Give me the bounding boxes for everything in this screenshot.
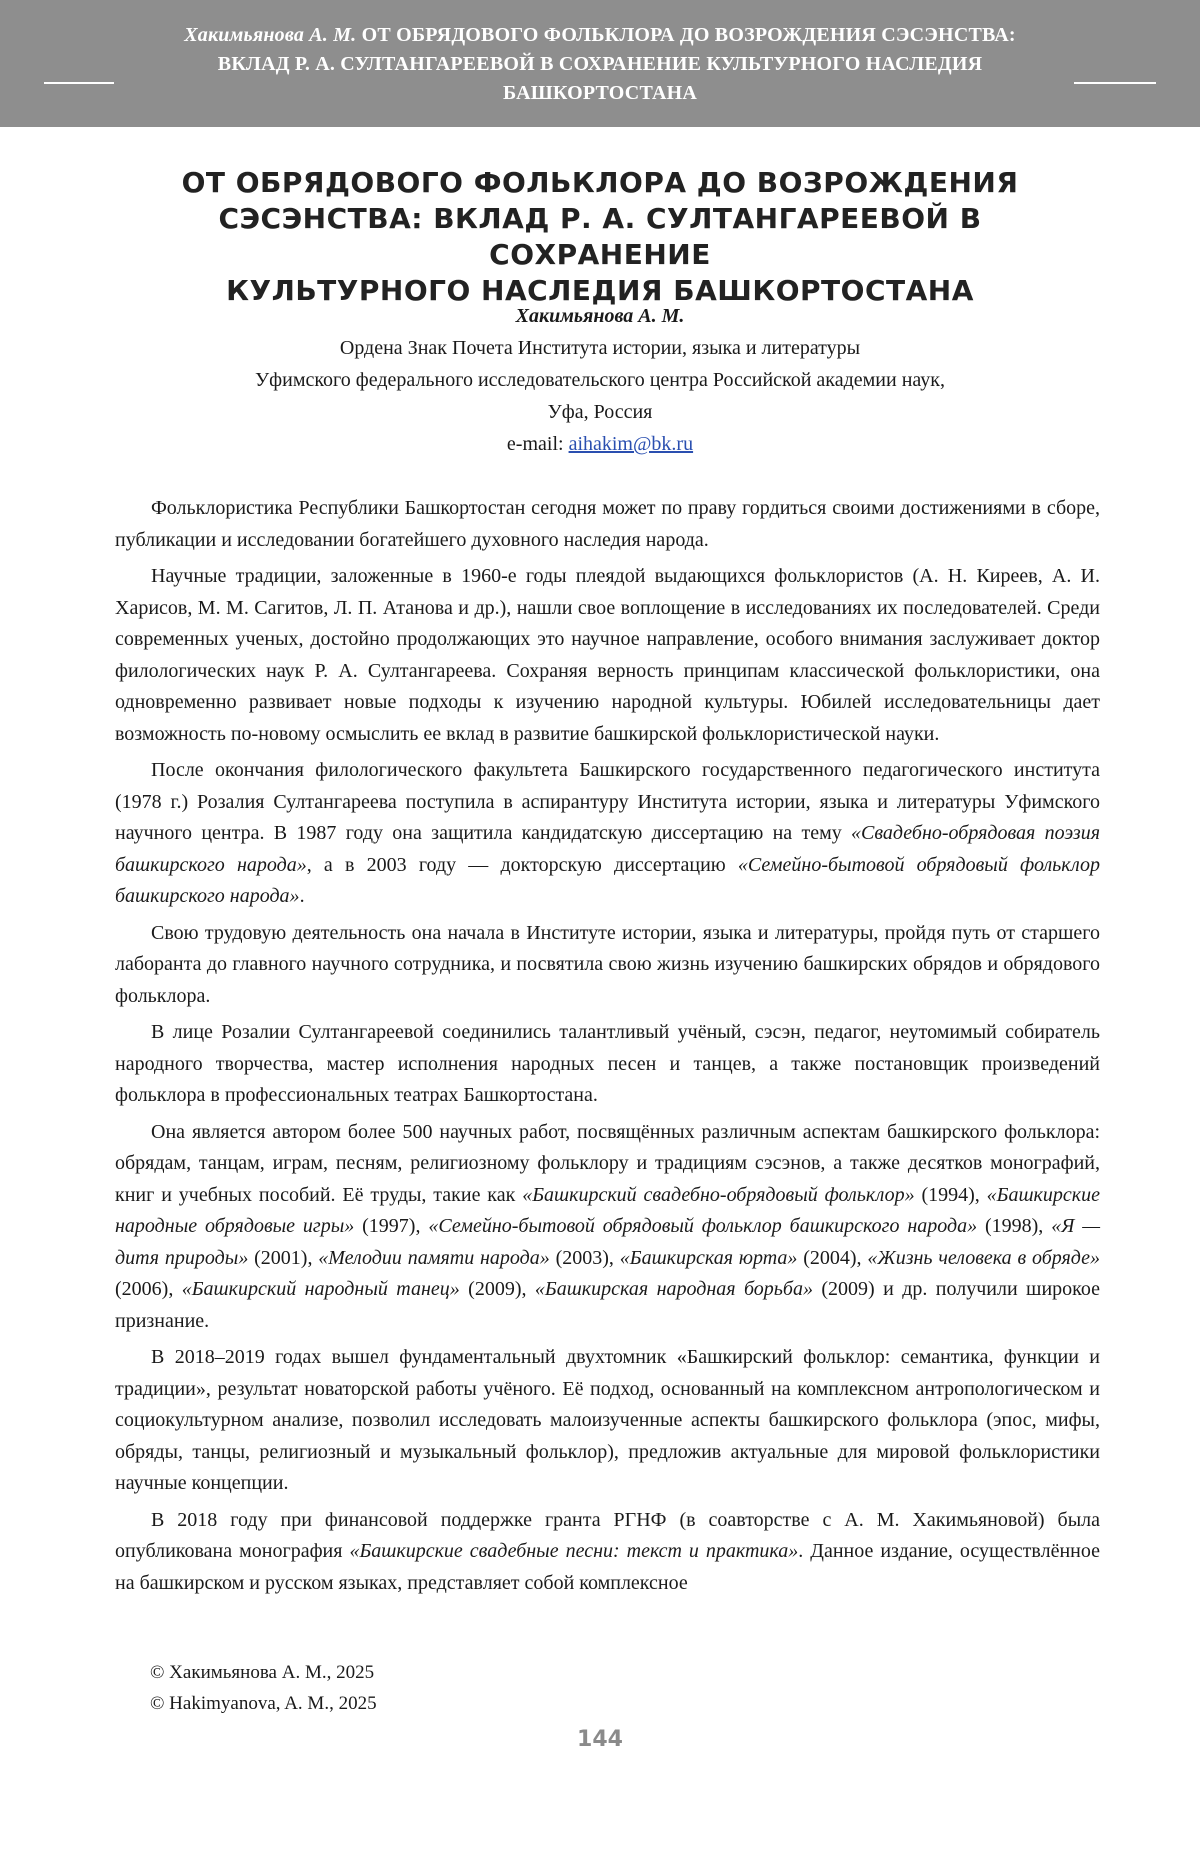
- running-header: [0, 0, 1200, 127]
- header-rule-left: [44, 82, 114, 84]
- paragraph-2: Научные традиции, заложенные в 1960-е годы плеядой выдающихся фольклористов (А. Н. Киреев, А. И. Харисов, М. М. Сагитов, Л. П. Атанова и др.), нашли свое воплощение в исследованиях их последователей. Среди современных ученых, достойно продолжающих это научное направление, особого внимания заслуживает доктор филологических наук Р. А. Султангареева. Сохраняя верность принципам классической фольклористики, она одновременно развивает новые подходы к изучению народной культуры. Юбилей исследовательницы дает возможность по-новому осмыслить ее вклад в развитие башкирской фольклористической науки.: [115, 565, 1100, 745]
- title-line-1: ОТ ОБРЯДОВОГО ФОЛЬКЛОРА ДО ВОЗРОЖДЕНИЯ: [181, 166, 1019, 199]
- paragraph-6: [115, 1117, 1100, 1338]
- text-span: (1997),: [354, 1215, 429, 1237]
- text-span: (1998),: [977, 1215, 1052, 1237]
- text-span: , а в 2003 году — докторскую диссертацию: [306, 853, 738, 876]
- text-span: В 2018 году при финансовой поддержке гранта РГНФ (в соавторстве с А. М. Хакимьяновой) была опубликована монография: [115, 1508, 1100, 1562]
- text-span: . Данное издание, осуществлённое на башкирском и русском языках, представляет собой комплексное: [115, 1540, 1100, 1594]
- italic-title: «Семейно-бытовой обрядовый фольклор башкирского народа»: [428, 1215, 978, 1237]
- paragraph-7: В 2018–2019 годах вышел фундаментальный двухтомник «Башкирский фольклор: семантика, функции и традиции», результат новаторской работы учёного. Её подход, основанный на комплексном антропологическом и социокультурном анализе, позволил исследовать малоизученные аспекты башкирского фольклора (эпос, мифы, обряды, танцы, религиозный и музыкальный фольклор), предложив актуальные для мировой фольклористики научные концепции.: [115, 1346, 1100, 1494]
- author-name: Хакимьянова А. М.: [515, 305, 685, 327]
- title-line-3: КУЛЬТУРНОГО НАСЛЕДИЯ БАШКОРТОСТАНА: [226, 274, 974, 307]
- italic-title: «Башкирские народные обрядовые игры»: [115, 1183, 1100, 1237]
- copyright-block: [150, 1657, 377, 1719]
- italic-title: «Жизнь человека в обряде»: [867, 1246, 1101, 1269]
- email-line: [150, 428, 1050, 460]
- italic-title: «Башкирские свадебные песни: текст и практика»: [349, 1540, 799, 1562]
- paragraph-3: [115, 755, 1100, 913]
- copyright-en: © Hakimyanova, A. M., 2025: [150, 1693, 377, 1714]
- header-line-2: ВКЛАД Р. А. СУЛТАНГАРЕЕВОЙ В СОХРАНЕНИЕ КУЛЬТУРНОГО НАСЛЕДИЯ: [217, 53, 983, 75]
- italic-title: «Семейно-бытовой обрядовый фольклор башкирского народа»: [115, 853, 1100, 907]
- text-span: (2001),: [248, 1246, 319, 1269]
- text-span: (2003),: [549, 1246, 620, 1269]
- text-span: .: [299, 885, 305, 907]
- text-span: (2009),: [459, 1278, 535, 1300]
- paragraph-4: Свою трудовую деятельность она начала в Институте истории, языка и литературы, пройдя путь от старшего лаборанта до главного научного сотрудника, и посвятила свою жизнь изучению башкирских обрядов и обрядового фольклора.: [115, 921, 1100, 1007]
- italic-title: «Башкирская юрта»: [619, 1246, 798, 1269]
- italic-title: «Свадебно-обрядовая поэзия башкирского народа»: [115, 822, 1101, 876]
- text-span: (2006),: [115, 1278, 182, 1300]
- text-span: Она является автором более 500 научных работ, посвящённых различным аспектам башкирского фольклора: обрядам, танцам, играм, песням, религиозному фольклору и традициям сэсэнов, а также десятков монографий, книг и учебных пособий. Её труды, такие как: [115, 1120, 1100, 1206]
- header-rule-right: [1074, 82, 1156, 84]
- page-number: 144: [577, 1727, 623, 1752]
- italic-title: «Я — дитя природы»: [115, 1215, 1100, 1269]
- paragraph-8: [115, 1505, 1100, 1600]
- text-span: (1994),: [914, 1183, 987, 1206]
- paragraph-1: Фольклористика Республики Башкортостан сегодня может по праву гордиться своими достижениями в сборе, публикации и исследовании богатейшего духовного наследия народа.: [115, 497, 1100, 551]
- paragraph-5: В лице Розалии Султангареевой соединились талантливый учёный, сэсэн, педагог, неутомимый собиратель народного творчества, мастер исполнения народных песен и танцев, а также постановщик произведений фольклора в профессиональных театрах Башкортостана.: [115, 1021, 1100, 1106]
- italic-title: «Мелодии памяти народа»: [318, 1246, 550, 1269]
- italic-title: «Башкирский свадебно-обрядовый фольклор»: [522, 1183, 915, 1206]
- article-body: [115, 493, 1100, 1604]
- affiliation-line-2: Уфимского федерального исследовательского центра Российской академии наук,: [255, 369, 945, 391]
- affiliation-line-1: Ордена Знак Почета Института истории, языка и литературы: [339, 337, 861, 359]
- byline: [150, 300, 1050, 460]
- header-line-3: БАШКОРТОСТАНА: [502, 82, 698, 104]
- header-line-1: ОТ ОБРЯДОВОГО ФОЛЬКЛОРА ДО ВОЗРОЖДЕНИЯ СЭСЭНСТВА:: [361, 24, 1016, 46]
- affiliation-city: Уфа, Россия: [547, 401, 653, 423]
- text-span: (2004),: [797, 1246, 868, 1269]
- header-author: Хакимьянова А. М.: [184, 24, 357, 46]
- email-link[interactable]: aihakim@bk.ru: [568, 433, 694, 455]
- running-header-text: [100, 21, 1100, 108]
- title-line-2: СЭСЭНСТВА: ВКЛАД Р. А. СУЛТАНГАРЕЕВОЙ В СОХРАНЕНИЕ: [218, 202, 982, 271]
- text-span: После окончания филологического факультета Башкирского государственного педагогического института (1978 г.) Розалия Султангареева поступила в аспирантуру Института истории, языка и литературы Уфимского научного центра. В 1987 году она защитила кандидатскую диссертацию на тему: [115, 759, 1100, 844]
- text-span: (2009) и др. получили широкое признание.: [115, 1278, 1100, 1332]
- copyright-ru: © Хакимьянова А. М., 2025: [150, 1662, 375, 1683]
- article-title: [140, 165, 1060, 309]
- italic-title: «Башкирский народный танец»: [181, 1278, 460, 1300]
- italic-title: «Башкирская народная борьба»: [534, 1278, 813, 1300]
- email-label: e-mail:: [506, 433, 564, 455]
